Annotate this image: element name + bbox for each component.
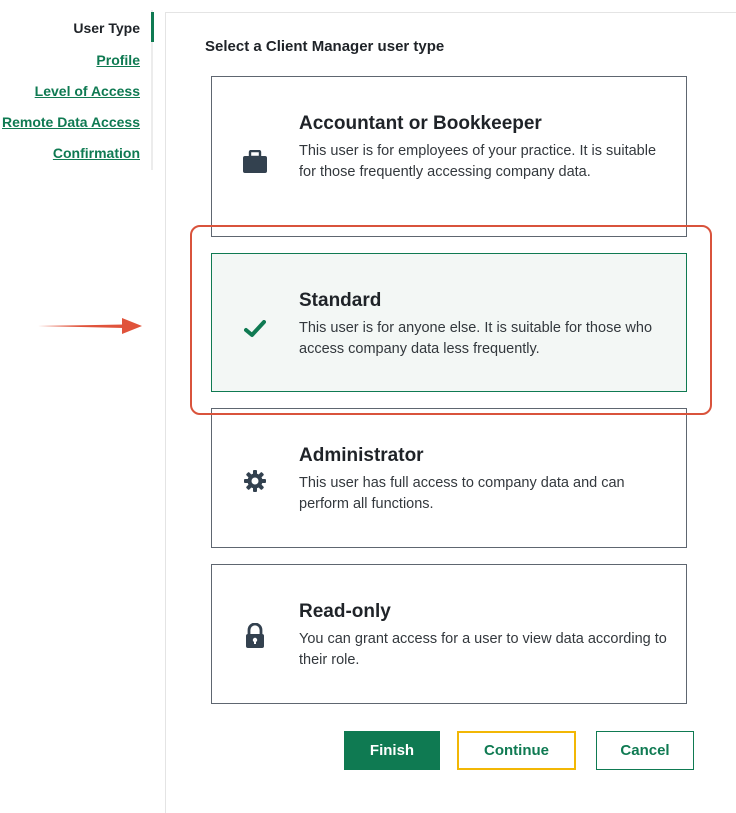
step-remote-data-access-link[interactable]: Remote Data Access bbox=[2, 114, 140, 130]
page-heading: Select a Client Manager user type bbox=[205, 38, 445, 55]
card-description: You can grant access for a user to view data according to their role. bbox=[299, 631, 667, 668]
card-description: This user has full access to company data and can perform all functions. bbox=[299, 475, 625, 512]
continue-button[interactable]: Continue bbox=[457, 731, 576, 770]
annotation-arrow bbox=[38, 316, 142, 341]
step-user-type: User Type bbox=[73, 20, 140, 36]
step-confirmation-link[interactable]: Confirmation bbox=[52, 145, 140, 161]
user-type-card-administrator[interactable] bbox=[211, 408, 687, 548]
step-profile-link[interactable]: Profile bbox=[96, 52, 140, 68]
finish-button[interactable]: Finish bbox=[344, 731, 440, 770]
step-level-of-access-link[interactable]: Level of Access bbox=[34, 83, 140, 99]
card-title: Administrator bbox=[299, 445, 424, 466]
cancel-button[interactable]: Cancel bbox=[596, 731, 694, 770]
card-description: This user is for employees of your practice. It is suitable for those frequently accessing company data. bbox=[299, 143, 657, 180]
card-title: Standard bbox=[299, 290, 382, 311]
user-type-card-accountant[interactable] bbox=[211, 76, 687, 237]
user-type-card-read-only[interactable] bbox=[211, 564, 687, 704]
active-step-indicator bbox=[151, 12, 154, 42]
briefcase-icon bbox=[242, 149, 268, 175]
highlight-box bbox=[190, 225, 712, 415]
card-title: Read-only bbox=[299, 601, 391, 622]
card-title: Accountant or Bookkeeper bbox=[299, 113, 542, 134]
card-description: This user is for anyone else. It is suitable for those who access company data less frequently. bbox=[299, 320, 653, 357]
gear-icon bbox=[242, 468, 268, 494]
padlock-icon bbox=[242, 623, 268, 649]
